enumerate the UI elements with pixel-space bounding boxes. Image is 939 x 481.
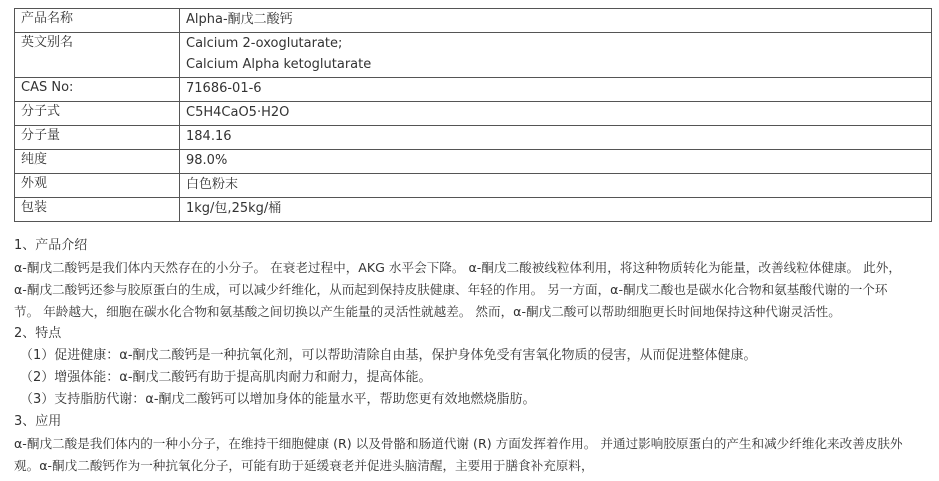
spec-value-line: 白色粉末: [186, 177, 239, 192]
spec-row-product-name: [15, 9, 932, 33]
spec-value: [180, 150, 932, 174]
spec-row-english-alias: [15, 33, 932, 78]
spec-value-line: 71686-01-6: [186, 81, 262, 96]
spec-value-line: Calcium Alpha ketoglutarate: [186, 57, 372, 72]
section-heading-intro: 1、产品介绍: [14, 238, 88, 253]
spec-value: [180, 78, 932, 102]
spec-row-cas: [15, 78, 932, 102]
spec-value: [180, 9, 932, 33]
spec-key: CAS No:: [15, 78, 180, 102]
intro-line: α-酮戊二酸钙还参与胶原蛋白的生成，可以减少纤维化，从而起到保持皮肤健康、年轻的作用。 另一方面，α-酮戊二酸也是碳水化合物和氨基酸代谢的一个环: [14, 282, 888, 297]
spec-value-line: C5H4CaO5·H2O: [186, 105, 290, 120]
feature-item: （2）增强体能：α-酮戊二酸钙有助于提高肌肉耐力和耐力，提高体能。: [20, 370, 432, 385]
intro-line: 节。 年龄越大，细胞在碳水化合物和氨基酸之间切换以产生能量的灵活性就越差。 然而，α-酮戊二酸可以帮助细胞更长时间地保持这种代谢灵活性。: [14, 304, 841, 319]
application-line: 观。α-酮戊二酸钙作为一种抗氧化分子，可能有助于延缓衰老并促进头脑清醒，主要用于膳食补充原料，: [14, 458, 594, 473]
spec-value: [180, 33, 932, 78]
feature-item: （1）促进健康：α-酮戊二酸钙是一种抗氧化剂，可以帮助清除自由基，保护身体免受有害氧化物质的侵害，从而促进整体健康。: [20, 348, 757, 363]
spec-value: [180, 174, 932, 198]
spec-value-line: Calcium 2-oxoglutarate;: [186, 36, 343, 51]
spec-key: 英文别名: [15, 33, 180, 78]
section-heading-application: 3、应用: [14, 414, 62, 429]
spec-row-appearance: [15, 174, 932, 198]
section-heading-features: 2、特点: [14, 326, 62, 341]
spec-value: [180, 198, 932, 222]
spec-value-line: 184.16: [186, 129, 232, 144]
product-description: [14, 235, 934, 477]
spec-value-line: 98.0%: [186, 153, 228, 168]
spec-value: [180, 126, 932, 150]
product-spec-table: [14, 8, 932, 222]
feature-item: （3）支持脂肪代谢：α-酮戊二酸钙可以增加身体的能量水平，帮助您更有效地燃烧脂肪。: [20, 392, 536, 407]
spec-value-line: 1kg/包,25kg/桶: [186, 201, 282, 216]
spec-key: 分子量: [15, 126, 180, 150]
spec-row-formula: [15, 102, 932, 126]
spec-value: [180, 102, 932, 126]
spec-key: 纯度: [15, 150, 180, 174]
spec-key: 分子式: [15, 102, 180, 126]
spec-key: 包装: [15, 198, 180, 222]
intro-line: α-酮戊二酸钙是我们体内天然存在的小分子。 在衰老过程中，AKG 水平会下降。 α-酮戊二酸被线粒体利用，将这种物质转化为能量，改善线粒体健康。 此外，: [14, 260, 901, 275]
spec-key: 外观: [15, 174, 180, 198]
application-line: α-酮戊二酸是我们体内的一种小分子，在维持干细胞健康 (R) 以及骨骼和肠道代谢 (R) 方面发挥着作用。 并通过影响胶原蛋白的产生和减少纤维化来改善皮肤外: [14, 436, 903, 451]
spec-value-line: Alpha-酮戊二酸钙: [186, 12, 293, 27]
spec-row-packaging: [15, 198, 932, 222]
spec-row-purity: [15, 150, 932, 174]
spec-row-molecular-weight: [15, 126, 932, 150]
spec-key: 产品名称: [15, 9, 180, 33]
